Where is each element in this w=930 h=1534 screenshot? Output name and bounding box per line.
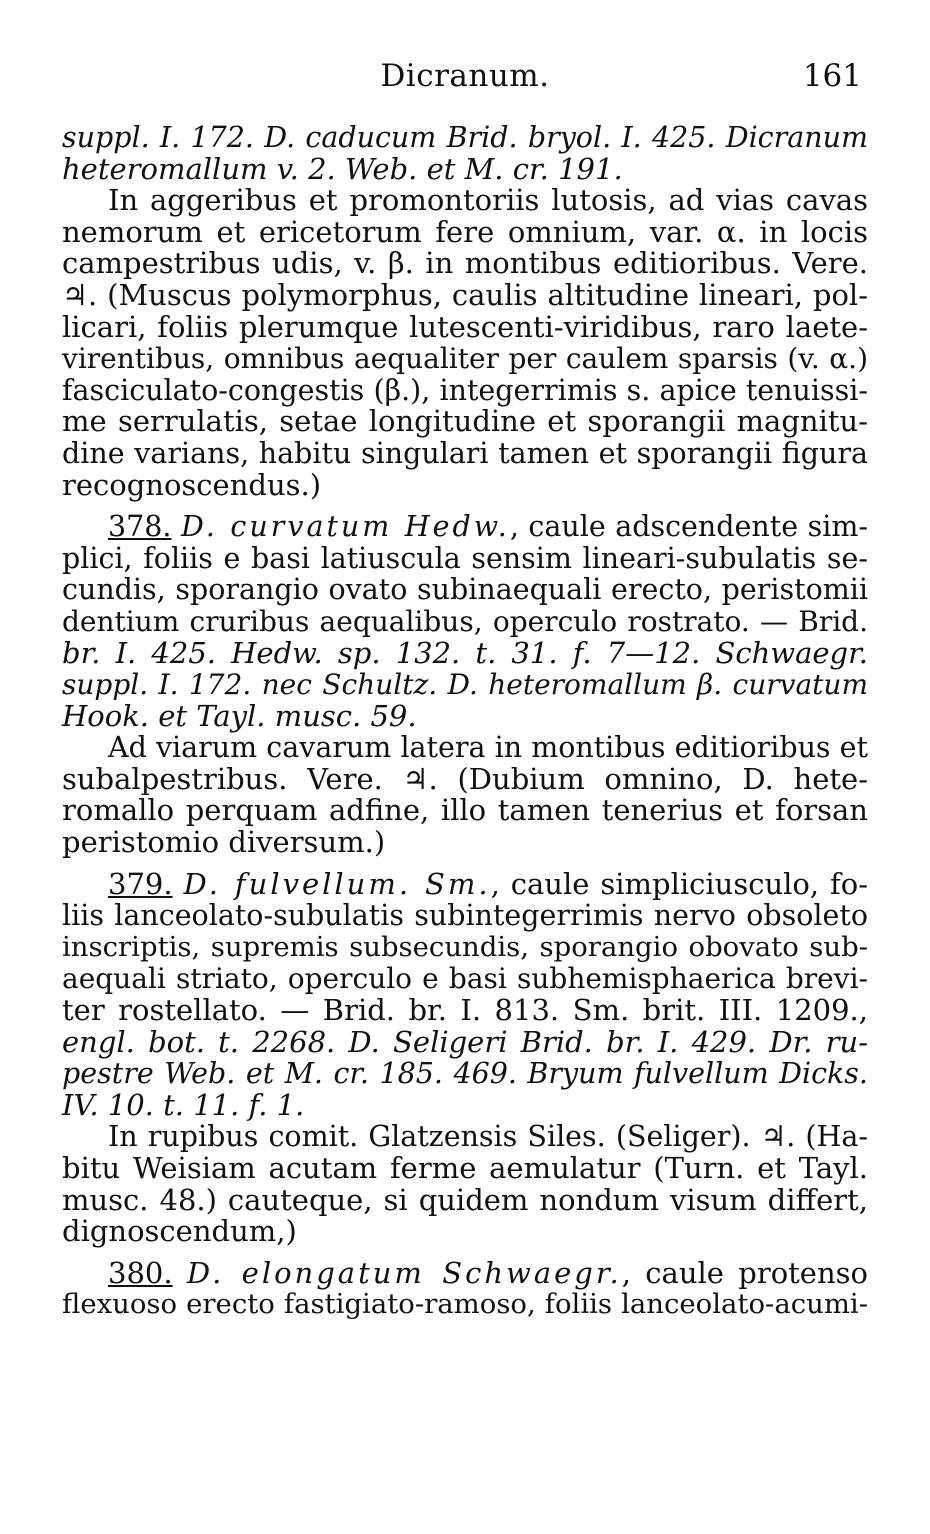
species-habitat [62, 1121, 868, 1247]
text-line: flexuoso erecto fastigiato-ramoso, foliis lanceolato-acumi- [62, 1288, 868, 1321]
text-line: ♃. (Muscus polymorphus, caulis altitudine lineari, pol- [62, 277, 868, 312]
text-line: dine varians, habitu singulari tamen et sporangii figura [62, 436, 868, 470]
text-line: Hook. et Tayl. musc. 59. [62, 698, 417, 733]
description-start: , caule protenso [621, 1255, 868, 1290]
text-line: br. I. 425. Hedw. sp. 132. t. 31. f. 7—12. Schwaegr. [62, 635, 868, 670]
text-line: In aggeribus et promontoriis lutosis, ad vias cavas [108, 183, 868, 218]
text-line [62, 1255, 868, 1290]
entry-number: 378. [108, 510, 172, 544]
description-start: , caule simpliciusculo, fo- [490, 866, 869, 901]
text-line: recognoscendus.) [62, 467, 322, 502]
text-line: musc. 48.) cauteque, si quidem nondum visum differt, [62, 1182, 868, 1217]
text-line: pestre Web. et M. cr. 185. 469. Bryum fulvellum Dicks. [62, 1057, 868, 1091]
species-entry-380 [62, 1255, 868, 1321]
text-line: heteromallum v. 2. Web. et M. cr. 191. [62, 151, 623, 186]
intro-habitat [62, 185, 868, 501]
text-line: virentibus, omnibus aequaliter per caulem sparsis (v. α.) [62, 342, 868, 376]
text-line: campestribus udis, v. β. in montibus editioribus. Vere. [62, 246, 868, 281]
text-line: nemorum et ericetorum fere omnium, var. α. in locis [62, 214, 868, 249]
text-line: aequali striato, operculo e basi subhemisphaerica brevi- [62, 962, 868, 996]
text-line: engl. bot. t. 2268. D. Seligeri Brid. br. I. 429. Dr. ru- [62, 1024, 868, 1059]
entry-number: 380. [108, 1255, 173, 1290]
text-line: fasciculato-congestis (β.), integerrimis s. apice tenuissi- [62, 373, 868, 407]
text-line: liis lanceolato-subulatis subintegerrimis nervo obsoleto [62, 899, 868, 933]
species-entry-379 [62, 866, 869, 1249]
running-title: Dicranum. [380, 58, 550, 94]
page-number: 161 [802, 58, 862, 94]
text-line: In rupibus comit. Glatzensis Siles. (Seliger). ♃. (Ha- [108, 1120, 868, 1154]
intro-references [62, 122, 868, 185]
description-start: , caule adscendente sim- [509, 510, 868, 544]
text-line: dentium cruribus aequalibus, operculo rostrato. — Brid. [62, 604, 868, 638]
text-line: cundis, sporangio ovato subinaequali erecto, peristomii [62, 573, 868, 607]
text-line: me serrulatis, setae longitudine et sporangii magnitu- [62, 404, 868, 439]
text-line: peristomio diversum.) [62, 825, 386, 860]
body-text [62, 122, 868, 1321]
species-description [62, 866, 869, 1122]
text-line: Ad viarum cavarum latera in montibus editioribus et [108, 731, 868, 765]
species-habitat [62, 732, 868, 858]
species-name: D. curvatum Hedw. [181, 510, 510, 544]
text-line [62, 511, 868, 543]
page-header [62, 58, 868, 102]
text-line: subalpestribus. Vere. ♃. (Dubium omnino, D. hete- [62, 761, 868, 796]
species-entry-378 [62, 511, 868, 859]
text-line: ter rostellato. — Brid. br. I. 813. Sm. brit. III. 1209., [62, 993, 868, 1028]
text-line: dignoscendum,) [62, 1214, 297, 1249]
text-line: romallo perquam adfine, illo tamen tenerius et forsan [62, 793, 868, 828]
species-name: D. elongatum Schwaegr. [186, 1255, 622, 1290]
text-line: suppl. I. 172. D. caducum Brid. bryol. I. 425. Dicranum [62, 121, 868, 154]
text-line: suppl. I. 172. nec Schultz. D. heteromallum β. curvatum [62, 668, 868, 702]
text-line: inscriptis, supremis subsecundis, sporangio obovato sub- [62, 930, 868, 963]
text-line [62, 866, 869, 901]
species-description [62, 511, 868, 732]
species-name: D. fulvellum. Sm. [183, 866, 491, 901]
text-line: licari, foliis plerumque lutescenti-viridibus, raro laete- [62, 309, 868, 344]
species-description [62, 1255, 868, 1321]
text-line: IV. 10. t. 11. f. 1. [62, 1087, 305, 1122]
text-line: plici, foliis e basi latiuscula sensim lineari-subulatis se- [62, 541, 868, 575]
entry-number: 379. [108, 866, 173, 901]
text-line: bitu Weisiam acutam ferme aemulatur (Turn. et Tayl. [62, 1151, 868, 1185]
